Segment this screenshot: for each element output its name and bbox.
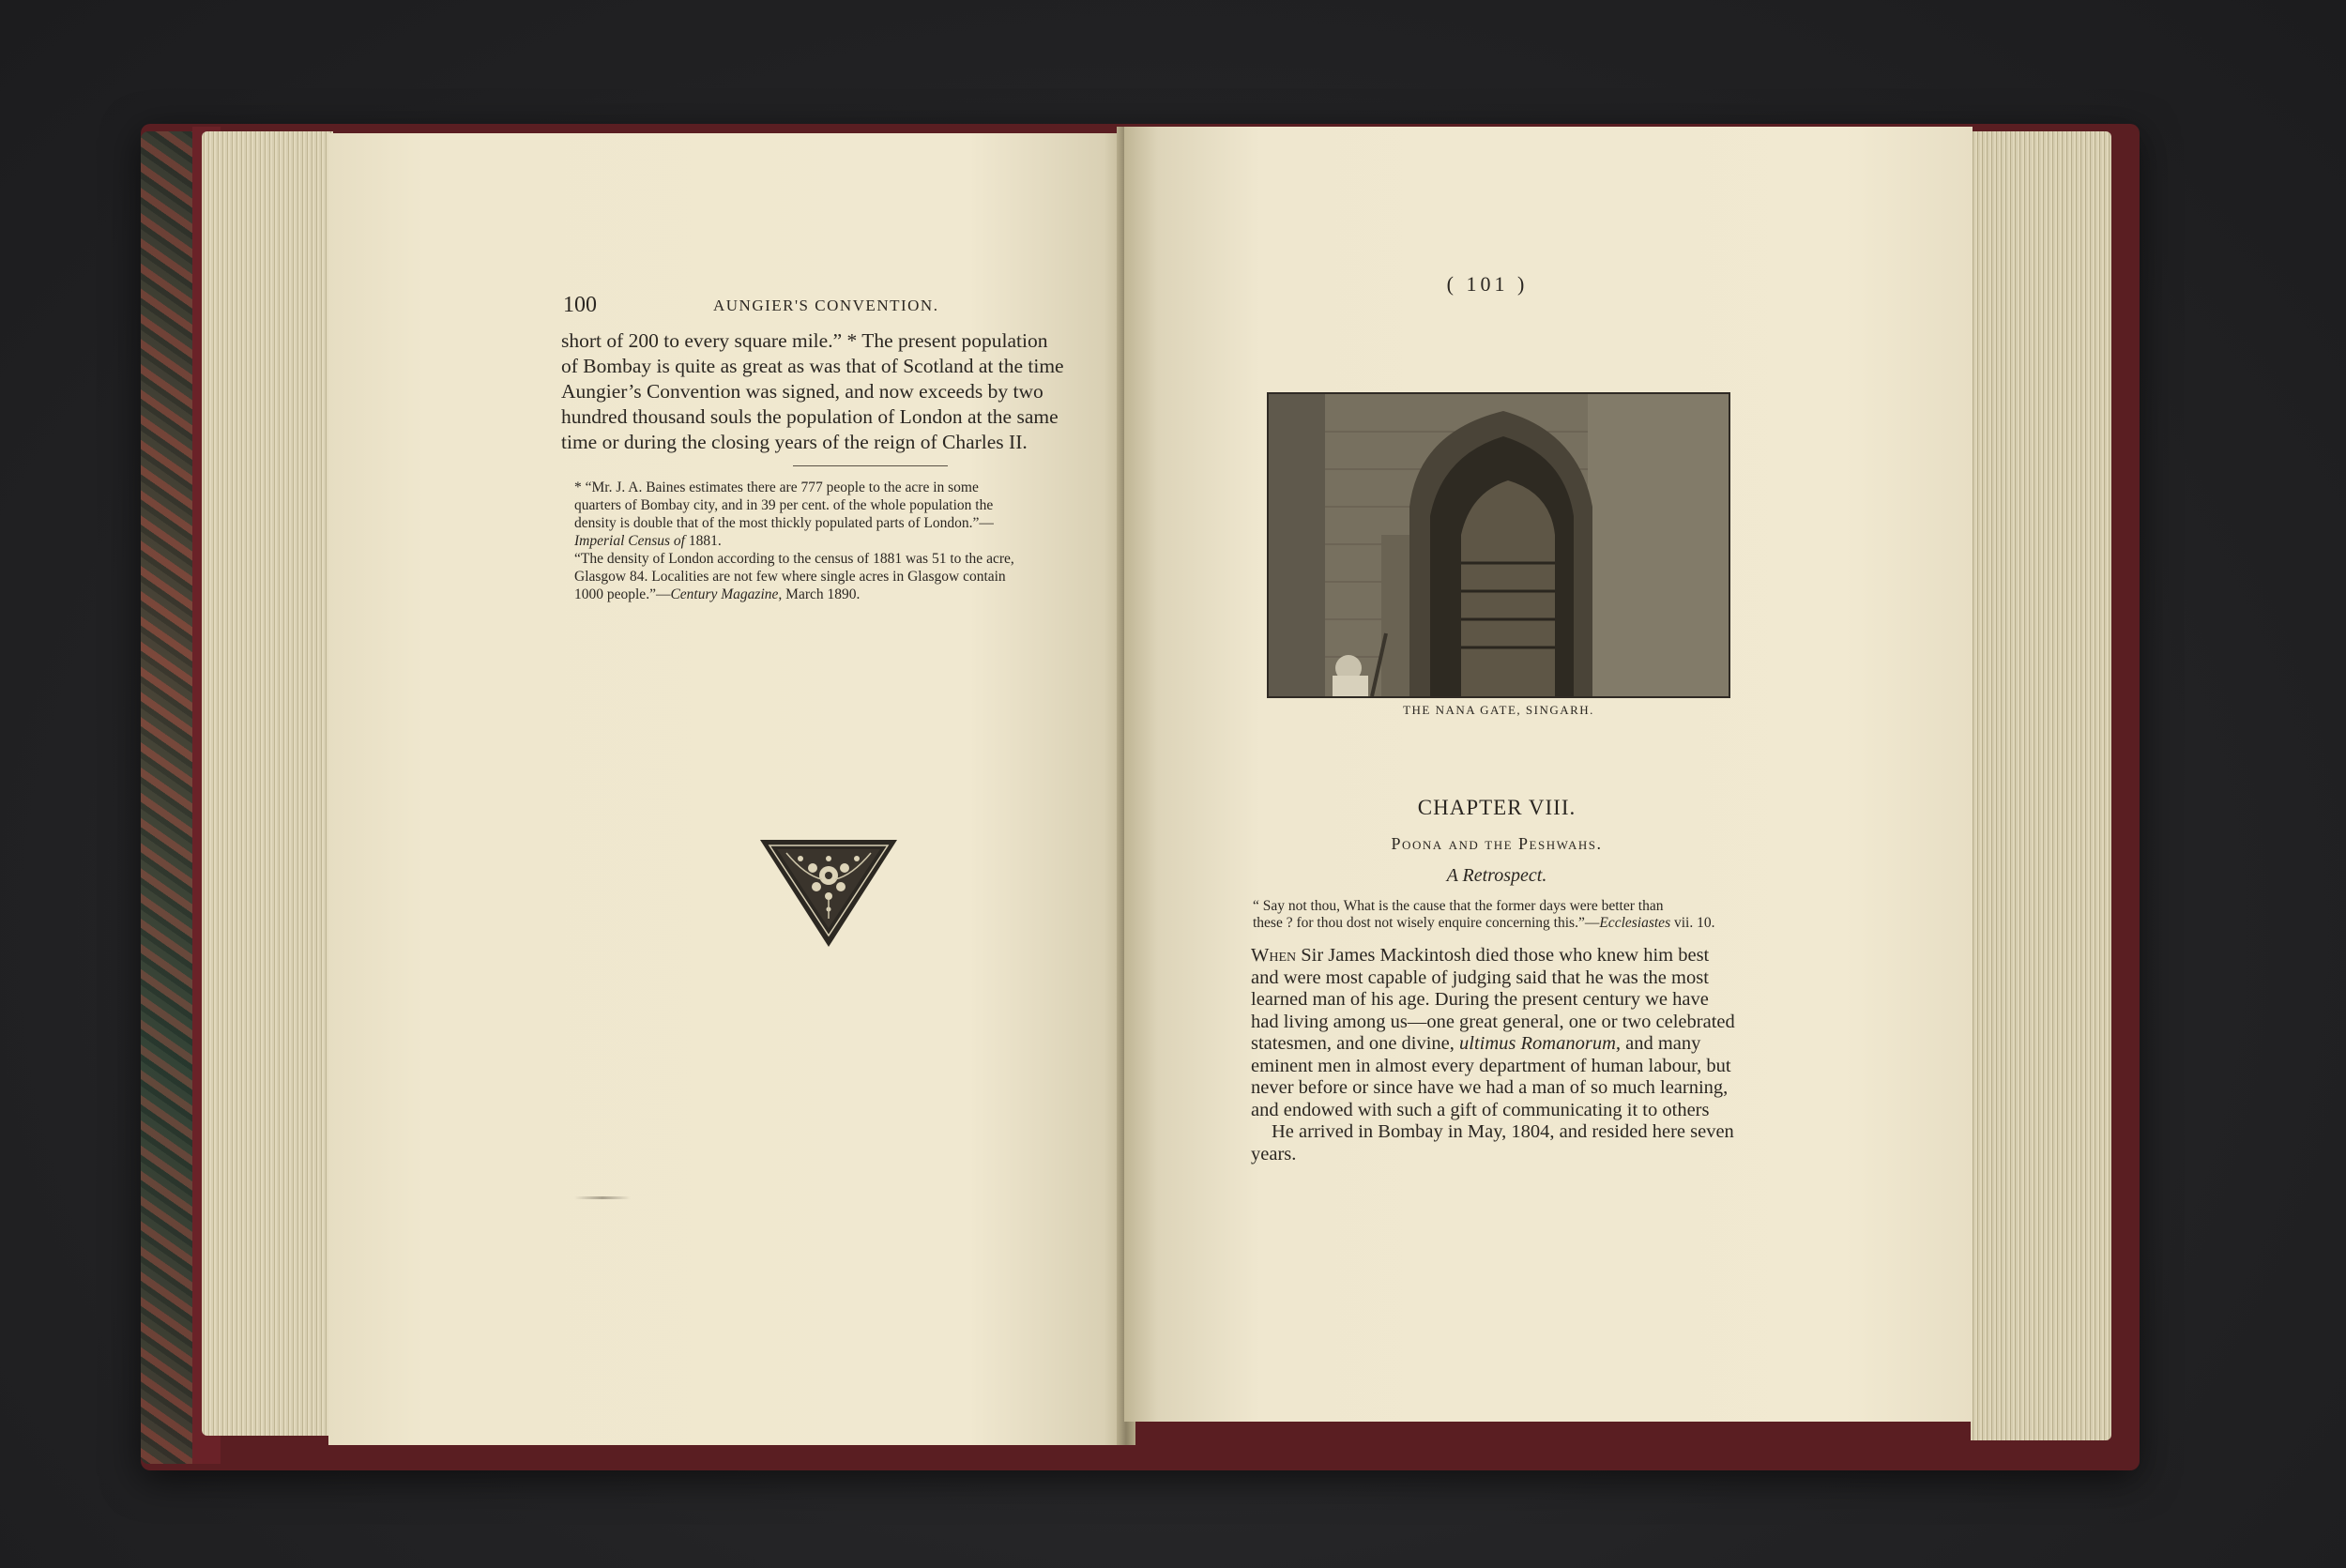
body-text: statesmen, and one divine, — [1251, 1033, 1460, 1054]
page-block-right — [1971, 131, 2111, 1440]
footnote-rule — [793, 465, 948, 466]
epigraph-line: “ Say not thou, What is the cause that the former days were better than — [1253, 898, 1664, 914]
body-line: years. — [1251, 1143, 1297, 1165]
footnote-citation: Imperial Census of — [574, 533, 685, 549]
footnote-line: Glasgow 84. Localities are not few where single acres in Glasgow contain — [574, 569, 1006, 585]
right-page-number: ( 101 ) — [1446, 272, 1529, 296]
epigraph-line — [1253, 915, 1758, 932]
epigraph-source: Ecclesiastes — [1599, 915, 1671, 931]
epigraph-text: these ? for thou dost not wisely enquire concerning this.”— — [1253, 915, 1600, 931]
footnote-line — [574, 586, 1074, 603]
footnote — [574, 479, 1074, 603]
gate-photo-image — [1269, 394, 1729, 696]
body-line: Aungier’s Convention was signed, and now exceeds by two — [561, 380, 1044, 403]
footnote-line: density is double that of the most thickly populated parts of London.”— — [574, 515, 994, 531]
body-line: short of 200 to every square mile.” * The present population — [561, 329, 1048, 352]
chapter-title: Poona and the Peshwahs. — [1391, 834, 1603, 853]
body-line — [1251, 1033, 1753, 1056]
body-line: learned man of his age. During the present century we have — [1251, 989, 1709, 1010]
footnote-citation: Century Magazine, — [670, 586, 783, 602]
footnote-text: 1000 people.”— — [574, 586, 671, 602]
page-block-left — [202, 131, 333, 1436]
triangular-floral-tailpiece-icon — [758, 838, 899, 949]
body-line: of Bombay is quite as great as was that of Scotland at the time — [561, 355, 1064, 377]
body-line: had living among us—one great general, one or two celebrated — [1251, 1011, 1735, 1032]
left-body-text — [561, 328, 1073, 455]
footnote-citation-year: 1881. — [684, 533, 722, 549]
body-text: and many — [1621, 1033, 1701, 1054]
body-line — [1251, 945, 1753, 967]
running-head: AUNGIER'S CONVENTION. — [713, 297, 939, 314]
body-line: never before or since have we had a man of so much learning, — [1251, 1077, 1729, 1098]
footnote-line: quarters of Bombay city, and in 39 per cent. of the whole population the — [574, 497, 994, 513]
epigraph — [1253, 898, 1758, 932]
ink-smudge — [574, 1196, 631, 1199]
body-line: eminent men in almost every department of human labour, but — [1251, 1055, 1731, 1076]
body-line: and were most capable of judging said that he was the most — [1251, 967, 1709, 988]
right-page — [1124, 127, 1973, 1422]
body-line: time or during the closing years of the reign of Charles II. — [561, 431, 1028, 453]
footnote-line: * “Mr. J. A. Baines estimates there are 777 people to the acre in some — [574, 480, 979, 495]
footnote-line: “The density of London according to the census of 1881 was 51 to the acre, — [574, 551, 1014, 567]
footnote-line — [574, 532, 1074, 550]
chapter-heading: CHAPTER VIII. — [1417, 796, 1577, 819]
body-text: Sir James Mackintosh died those who knew him best — [1296, 945, 1710, 966]
footnote-citation-date: March 1890. — [782, 586, 861, 602]
photo-caption: THE NANA GATE, SINGARH. — [1403, 703, 1594, 717]
latin-phrase: ultimus Romanorum, — [1459, 1033, 1622, 1054]
epigraph-verse: vii. 10. — [1670, 915, 1715, 931]
left-page-number: 100 — [563, 293, 597, 317]
nana-gate-photograph — [1267, 392, 1730, 698]
body-line: He arrived in Bombay in May, 1804, and resided here seven — [1272, 1121, 1734, 1142]
body-line: and endowed with such a gift of communicating it to others — [1251, 1099, 1710, 1120]
opening-word: When — [1251, 945, 1297, 966]
body-line: hundred thousand souls the population of London at the same — [561, 405, 1059, 428]
right-body-text — [1251, 945, 1753, 1165]
section-title: A Retrospect. — [1446, 865, 1547, 886]
